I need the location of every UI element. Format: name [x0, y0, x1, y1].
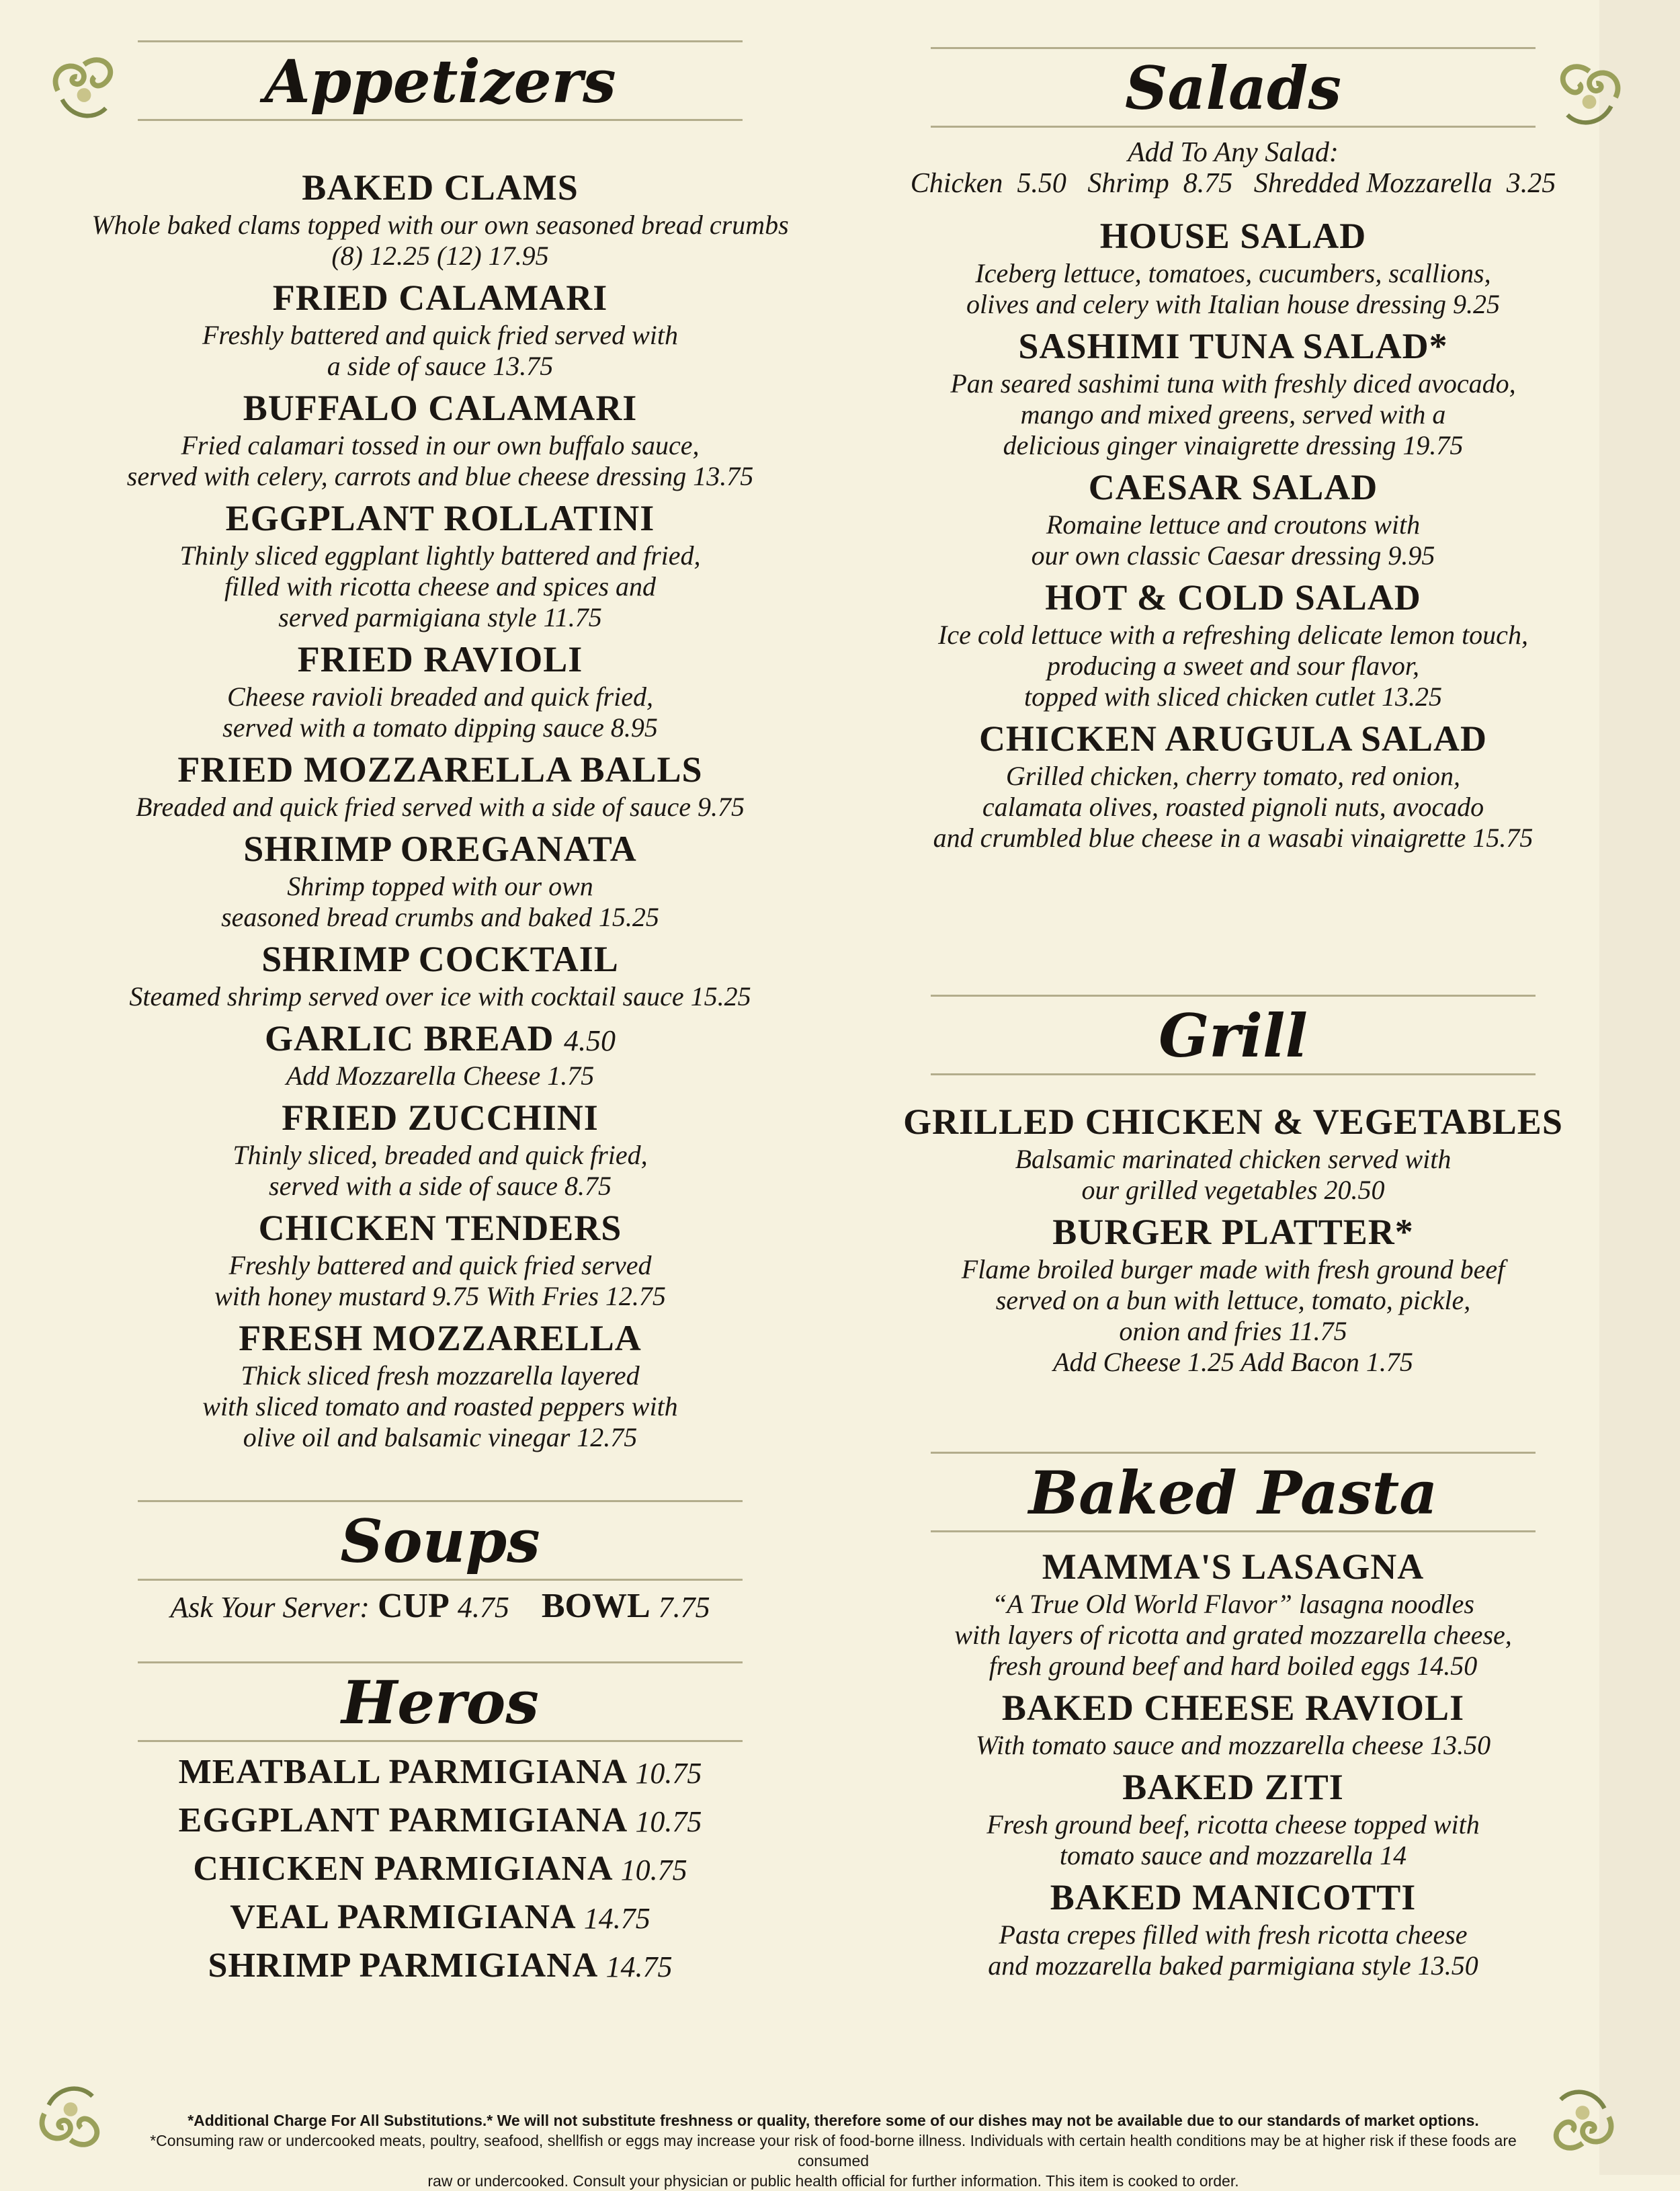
item-name: MAMMA'S LASAGNA — [1042, 1546, 1425, 1587]
item-name: CHICKEN ARUGULA SALAD — [978, 718, 1488, 759]
menu-item — [60, 1019, 820, 1091]
hero-item — [60, 1942, 820, 1991]
soups-section — [60, 1500, 820, 1628]
grill-section — [880, 995, 1586, 1378]
item-price: 10.75 — [635, 1805, 702, 1838]
hero-item — [60, 1749, 820, 1797]
item-description: Freshly battered and quick fried served with honey mustard 9.75 With Fries 12.75 — [214, 1250, 666, 1311]
menu-item — [60, 388, 820, 492]
menu-item — [60, 640, 820, 743]
item-name: CAESAR SALAD — [1088, 467, 1378, 507]
item-description: Fresh ground beef, ricotta cheese topped with tomato sauce and mozzarella 14 — [986, 1809, 1480, 1870]
menu-item — [60, 1319, 820, 1453]
menu-item — [880, 468, 1586, 571]
menu-item — [880, 216, 1586, 320]
item-name: GARLIC BREAD — [264, 1018, 554, 1059]
menu-item — [60, 1098, 820, 1202]
item-description: Fried calamari tossed in our own buffalo sauce, served with celery, carrots and blue cheese dressing 13.75 — [126, 430, 754, 491]
item-name: FRESH MOZZARELLA — [239, 1318, 642, 1358]
item-description: Thick sliced fresh mozzarella layered with sliced tomato and roasted peppers with olive oil and balsamic vinegar 12.75 — [202, 1360, 678, 1452]
item-name: FRIED ZUCCHINI — [282, 1098, 599, 1138]
hero-item — [60, 1894, 820, 1942]
item-name: EGGPLANT ROLLATINI — [225, 498, 655, 538]
menu-item — [880, 578, 1586, 712]
item-description: Balsamic marinated chicken served with our grilled vegetables 20.50 — [1015, 1144, 1452, 1205]
footer-disclaimer — [134, 2110, 1532, 2191]
item-name: SHRIMP OREGANATA — [243, 829, 637, 869]
item-description: Cheese ravioli breaded and quick fried, served with a tomato dipping sauce 8.95 — [222, 681, 658, 743]
salad-addons-options: Chicken 5.50 Shrimp 8.75 Shredded Mozzarella 3.25 — [910, 168, 1556, 199]
page-edge — [1599, 0, 1680, 2175]
section-rule — [138, 1500, 743, 1502]
cup-label: CUP — [377, 1587, 450, 1625]
item-description: Steamed shrimp served over ice with cocktail sauce 15.25 — [129, 981, 751, 1011]
menu-item — [60, 940, 820, 1012]
item-name: FRIED RAVIOLI — [297, 639, 583, 679]
menu-item — [60, 1208, 820, 1312]
item-name: BAKED CLAMS — [302, 167, 579, 208]
item-name: SHRIMP PARMIGIANA — [208, 1946, 597, 1985]
footer-line: *Additional Charge For All Substitutions.* We will not substitute freshness or quality, therefore some of our dishes may not be available due to our standards of market options. — [187, 2112, 1479, 2129]
item-description: Shrimp topped with our own seasoned bread crumbs and baked 15.25 — [221, 871, 659, 932]
menu-item — [60, 829, 820, 933]
flourish-ornament-icon — [27, 2070, 114, 2157]
item-description: Grilled chicken, cherry tomato, red onion, calamata olives, roasted pignoli nuts, avocado and crumbled blue cheese in a wasabi vinaigrette 15.75 — [933, 761, 1534, 853]
section-rule — [138, 1661, 743, 1663]
item-name: CHICKEN PARMIGIANA — [193, 1850, 612, 1888]
flourish-ornament-icon — [1539, 2073, 1626, 2161]
menu-item — [880, 1212, 1586, 1378]
salad-addons-title: Add To Any Salad: — [1128, 137, 1339, 168]
section-title: Soups — [340, 1506, 540, 1576]
item-description: Freshly battered and quick fried served with a side of sauce 13.75 — [202, 320, 678, 381]
menu-item — [60, 750, 820, 823]
item-name: VEAL PARMIGIANA — [230, 1898, 575, 1936]
section-rule — [931, 995, 1536, 997]
menu-item — [60, 168, 820, 272]
menu-item — [880, 1102, 1586, 1206]
left-column — [60, 40, 820, 1991]
item-name: BURGER PLATTER* — [1052, 1212, 1414, 1252]
section-title: Salads — [1124, 53, 1342, 123]
item-description: Thinly sliced, breaded and quick fried, served with a side of sauce 8.75 — [233, 1140, 648, 1201]
item-description: Iceberg lettuce, tomatoes, cucumbers, scallions, olives and celery with Italian house dressing 9.25 — [966, 258, 1500, 319]
item-name: HOT & COLD SALAD — [1045, 577, 1421, 618]
item-description: Ice cold lettuce with a refreshing delicate lemon touch, producing a sweet and sour flavor, topped with sliced chicken cutlet 13.25 — [938, 620, 1528, 712]
item-description: With tomato sauce and mozzarella cheese 13.50 — [975, 1730, 1491, 1760]
salads-section — [880, 47, 1586, 854]
item-name: BAKED ZITI — [1122, 1767, 1344, 1807]
menu-item — [60, 278, 820, 382]
item-name: MEATBALL PARMIGIANA — [178, 1753, 626, 1791]
item-price: 14.75 — [583, 1902, 650, 1935]
item-name: BUFFALO CALAMARI — [243, 388, 638, 428]
section-rule — [931, 47, 1536, 49]
soup-options — [60, 1586, 820, 1628]
item-description: Flame broiled burger made with fresh ground beef served on a bun with lettuce, tomato, pickle, onion and fries 11.75 Add Cheese 1.25 Add Bacon 1.75 — [961, 1254, 1505, 1377]
item-price: 4.50 — [564, 1024, 616, 1057]
item-description: “A True Old World Flavor” lasagna noodles with layers of ricotta and grated mozzarella cheese, fresh ground beef and hard boiled eggs 14.50 — [954, 1589, 1512, 1681]
menu-item — [880, 1688, 1586, 1761]
item-price: 14.75 — [605, 1950, 673, 1983]
section-rule — [138, 40, 743, 42]
menu-item — [880, 1768, 1586, 1871]
item-name: GRILLED CHICKEN & VEGETABLES — [903, 1102, 1563, 1142]
item-name: BAKED CHEESE RAVIOLI — [1001, 1688, 1465, 1728]
bowl-price: 7.75 — [658, 1591, 710, 1624]
cup-price: 4.75 — [457, 1591, 509, 1624]
section-title: Baked Pasta — [1028, 1458, 1438, 1528]
item-description: Pan seared sashimi tuna with freshly diced avocado, mango and mixed greens, served with a delicious ginger vinaigrette dressing 19.75 — [950, 368, 1516, 460]
section-rule — [138, 1579, 743, 1581]
section-title: Appetizers — [264, 46, 616, 116]
item-description: Romaine lettuce and croutons with our own classic Caesar dressing 9.95 — [1031, 509, 1435, 571]
menu-item — [60, 499, 820, 633]
item-price: 10.75 — [620, 1854, 687, 1887]
menu-item — [880, 327, 1586, 461]
item-price: 10.75 — [635, 1757, 702, 1790]
item-description: Breaded and quick fried served with a side of sauce 9.75 — [135, 792, 745, 822]
item-name: SHRIMP COCKTAIL — [261, 939, 619, 979]
item-name: CHICKEN TENDERS — [258, 1208, 622, 1248]
item-name: FRIED MOZZARELLA BALLS — [177, 749, 703, 790]
right-column — [880, 47, 1586, 1981]
menu-item — [880, 1547, 1586, 1682]
item-name: HOUSE SALAD — [1099, 216, 1367, 256]
section-title: Heros — [341, 1667, 539, 1737]
menu-item — [880, 1878, 1586, 1981]
heros-section — [60, 1661, 820, 1991]
section-rule — [931, 1452, 1536, 1454]
item-description: Add Mozzarella Cheese 1.75 — [286, 1061, 595, 1091]
item-description: Thinly sliced eggplant lightly battered and fried, filled with ricotta cheese and spices and served parmigiana style 11.75 — [179, 540, 701, 632]
item-description: Whole baked clams topped with our own seasoned bread crumbs (8) 12.25 (12) 17.95 — [91, 210, 789, 271]
hero-item — [60, 1846, 820, 1894]
footer-line: raw or undercooked. Consult your physician or public health official for further information. This item is cooked to order. — [427, 2172, 1239, 2190]
bowl-label: BOWL — [541, 1587, 650, 1625]
baked-pasta-section — [880, 1452, 1586, 1981]
hero-item — [60, 1797, 820, 1846]
item-name: EGGPLANT PARMIGIANA — [178, 1801, 626, 1839]
footer-line: *Consuming raw or undercooked meats, poultry, seafood, shellfish or eggs may increase your risk of food-borne illness. Individuals with certain health conditions may be at higher risk if these foods are consumed — [150, 2132, 1517, 2169]
item-name: SASHIMI TUNA SALAD* — [1018, 326, 1448, 366]
soup-prefix: Ask Your Server: — [170, 1591, 370, 1624]
section-title: Grill — [1159, 1001, 1308, 1071]
appetizers-list — [60, 168, 820, 1453]
item-name: BAKED MANICOTTI — [1050, 1877, 1417, 1917]
item-name: FRIED CALAMARI — [272, 278, 608, 318]
appetizers-section — [60, 40, 820, 1453]
menu-item — [880, 719, 1586, 854]
item-description: Pasta crepes filled with fresh ricotta cheese and mozzarella baked parmigiana style 13.50 — [988, 1919, 1478, 1981]
